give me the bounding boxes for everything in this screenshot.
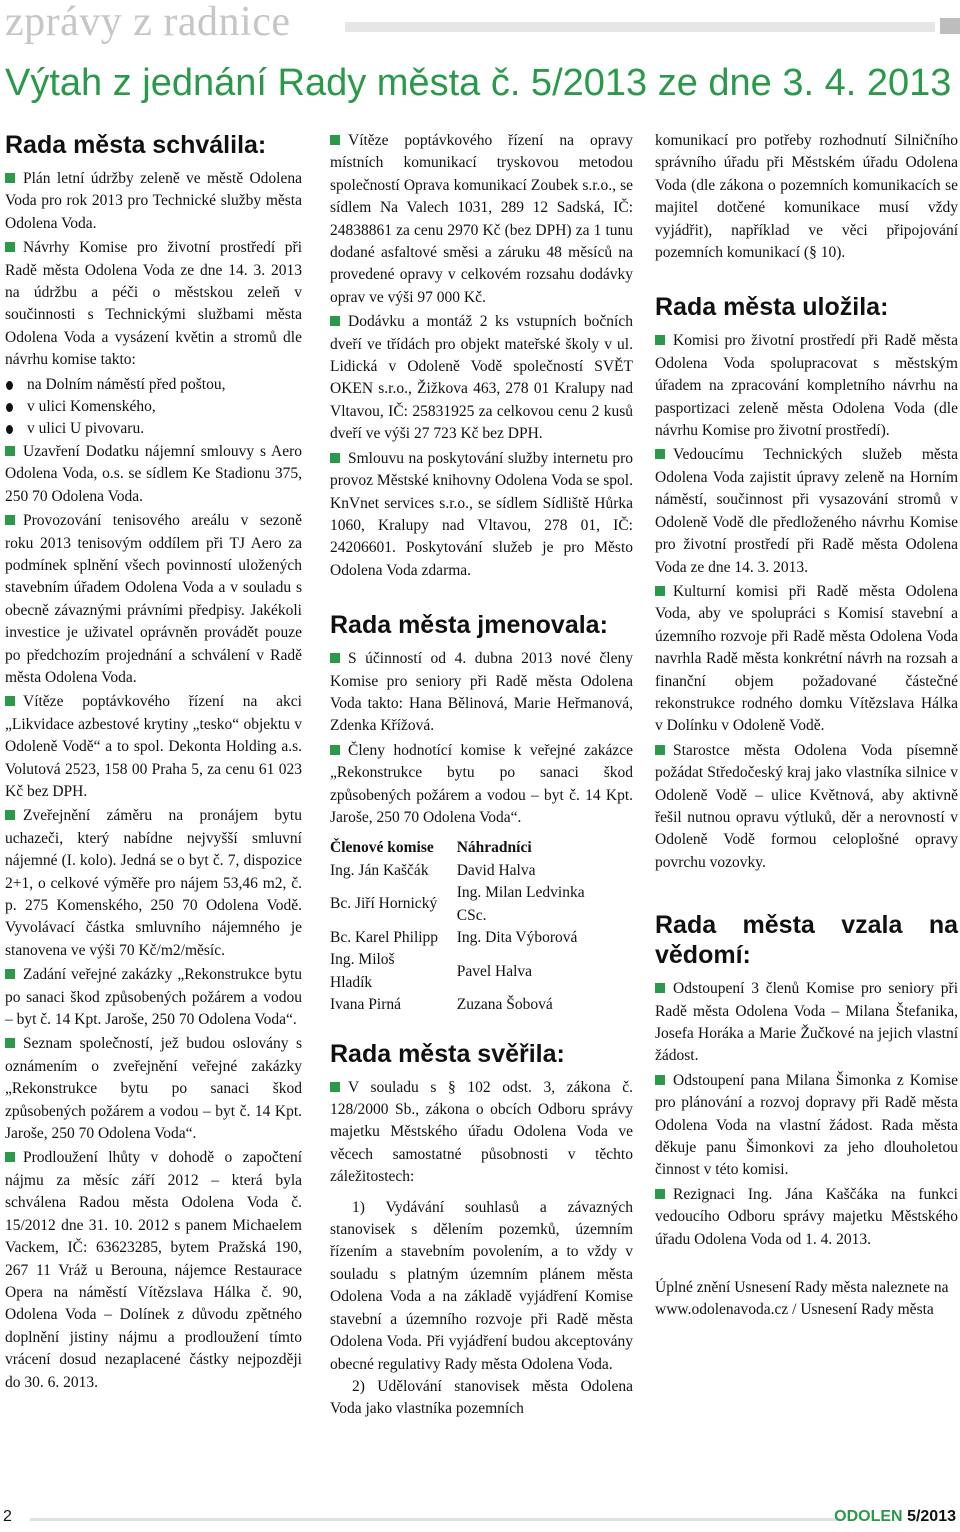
list-item: S účinností od 4. dubna 2013 nové členy Komise pro seniory při Radě města Odolena Voda takto: Hana Bělinová, Marie Heřmanová, Zdenka Křížová.	[330, 650, 633, 735]
list-item: Provozování tenisového areálu v sezoně roku 2013 tenisovým oddílem při TJ Aero za podmínek splnění všech povinností uložených stavebním úřadem Odolena Voda a v souladu s obecně závaznými právními předpisy. Jakékoli investice je uživatel oprávněn provádět pouze po předchozím projednání a schválení v Radě města Odolena Voda.	[5, 512, 302, 686]
heading-sverila: Rada města svěřila:	[330, 1039, 565, 1068]
bullet-square-icon	[655, 983, 665, 993]
header-block	[940, 18, 960, 34]
bullet-square-icon	[5, 242, 15, 252]
list-item: Smlouvu na poskytování služby internetu pro provoz Městské knihovny Odolena Voda se spol. KnVnet services s.r.o., se sídlem Sídliště Hůrka 1060, Kralupy nad Vltavou, 278 01, IČ: 24206601. Poskytování služeb je pro Město Odolena Voda zdarma.	[330, 449, 633, 579]
sub-list-item: v ulici U pivovaru.	[5, 418, 302, 440]
paragraph: 2) Udělování stanovisek města Odolena Voda jako vlastníka pozemních	[330, 1377, 633, 1418]
column-2	[330, 130, 633, 1421]
sub-list-item: v ulici Komenského,	[5, 396, 302, 418]
list-item: Vedoucímu Technických služeb města Odolena Voda zajistit úpravy zeleně na Horním náměstí, součinnost při vysazování stromů v Odoleně Vodě dle předloženého návrhu Komise pro životní prostředí při Radě města Odolena Voda ze dne 14. 3. 2013.	[655, 446, 958, 576]
page-footer	[0, 1500, 960, 1532]
page-number: 2	[3, 1508, 12, 1525]
bullet-square-icon	[330, 1082, 340, 1092]
sub-list-item: na Dolním náměstí před poštou,	[5, 374, 302, 396]
table-row: Bc. Karel Philipp Ing. Dita Výborová	[330, 929, 578, 946]
bullet-square-icon	[5, 446, 15, 456]
heading-schvalila: Rada města schválila:	[5, 131, 267, 159]
list-item: Plán letní údržby zeleně ve městě Odolena Voda pro rok 2013 pro Technické služby města Odolena Voda.	[5, 170, 302, 232]
committee-table	[330, 837, 633, 1016]
list-item: Zadání veřejné zakázky „Rekonstrukce bytu po sanaci škod způsobených požárem a vodou – byt č. 14 Kpt. Jaroše, 250 70 Odolena Voda“.	[5, 966, 302, 1029]
paragraph: komunikací pro potřeby rozhodnutí Silničního správního úřadu při Městském úřadu Odolena Voda (dle zákona o pozemních komunikacích se majitel dotčené komunikace musí vždy vyjádřit), například ve věci připojování pozemních komunikací (§ 10).	[655, 132, 958, 262]
heading-vzala-na-vedomi: Rada města vzala na vědomí:	[655, 911, 958, 970]
publication-name: ODOLEN 5/2013	[834, 1508, 956, 1525]
table-row: Ing. Miloš Hladík Pavel Halva	[330, 951, 533, 991]
bullet-square-icon	[330, 653, 340, 663]
column-1	[5, 130, 302, 1396]
list-item: Odstoupení pana Milana Šimonka z Komise pro plánování a rozvoj dopravy při Radě města Odolena Voda na vlastní žádost. Rada města děkuje panu Šimonkovi za jeho dlouholetou činnost v této komisi.	[655, 1071, 958, 1179]
bullet-square-icon	[5, 810, 15, 820]
final-note: Úplné znění Usnesení Rady města naleznete na www.odolenavoda.cz / Usnesení Rady města	[655, 1279, 949, 1319]
table-row: Ivana Pirná Zuzana Šobová	[330, 996, 553, 1014]
heading-jmenovala: Rada města jmenovala:	[330, 611, 608, 640]
bullet-square-icon	[655, 1189, 665, 1199]
bullet-dot-icon	[6, 403, 13, 412]
bullet-square-icon	[5, 1152, 15, 1162]
header-rule	[345, 22, 935, 32]
list-item: Členy hodnotící komise k veřejné zakázce „Rekonstrukce bytu po sanaci škod způsobených požárem a vodou – byt č. 14 Kpt. Jaroše, 250 70 Odolena Voda“.	[330, 741, 633, 826]
paragraph: 1) Vydávání souhlasů a závazných stanovisek s dělením pozemků, územním řízením a stavebním povolením, a to vždy v souladu s platným územním plánem města Odolena Voda a na základě vyjádření Komise stavební a územního rozvoje při Radě města Odolena Voda. Při vyjádření budou akceptovány obecné regulativy Rady města Odolena Voda.	[330, 1198, 633, 1373]
section-title: zprávy z radnice	[5, 0, 291, 45]
list-item: Návrhy Komise pro životní prostředí při Radě města Odolena Voda ze dne 14. 3. 2013 na údržbu a péči o městskou zeleň v součinnosti s Technickými službami města Odolena Voda a vysázení květin a stromů dle návrhu komise takto:	[5, 239, 302, 369]
list-item: Vítěze poptávkového řízení na opravy místních komunikací tryskovou metodou společností Oprava komunikací Zoubek s.r.o., se sídlem Na Valech 1031, 289 12 Sadská, IČ: 24838861 za cenu 2970 Kč (bez DPH) za 1 tunu dodané asfaltové směsi a záruku 48 měsíců na provedené opravy v celkovém rozsahu dodávky oprav ve výši 97 000 Kč.	[330, 132, 633, 306]
list-item: Prodloužení lhůty v dohodě o započtení nájmu za měsíc září 2012 – která byla schválena Radou města Odolena Voda č. 15/2012 dne 31. 10. 2012 s panem Michaelem Vackem, IČ: 63623285, bytem Pražská 190, 267 11 Vráž u Berouna, nájemce Restaurace Opera na náměstí Vítězslava Hálka č. 90, Odolena Voda – Dolínek z důvodu zpětného doplnění jistiny nájmu a prodloužení tímto vrácení dosud nezaplacené částky nejpozději do 30. 6. 2013.	[5, 1149, 302, 1391]
column-3	[655, 130, 958, 1322]
bullet-square-icon	[655, 745, 665, 755]
list-item: Kulturní komisi při Radě města Odolena Voda, aby ve spolupráci s Komisí stavební a územního rozvoje při Radě města Odolena Voda navrhla Radě města konkrétní návrh na rozsah a finanční objem požadované částečné rekonstrukce rodného domku Vítězslava Hálka v Dolínku v Odoleně Vodě.	[655, 582, 958, 735]
bullet-square-icon	[5, 1038, 15, 1048]
heading-ulozila: Rada města uložila:	[655, 293, 889, 322]
bullet-square-icon	[5, 173, 15, 183]
table-row: Bc. Jiří Hornický Ing. Milan Ledvinka CSc.	[330, 884, 585, 924]
bullet-square-icon	[330, 135, 340, 145]
table-row: Ing. Ján Kaščák David Halva	[330, 861, 536, 879]
bullet-square-icon	[330, 316, 340, 326]
bullet-square-icon	[5, 515, 15, 525]
list-item: Zveřejnění záměru na pronájem bytu uchazeči, který nabídne nejvyšší smluvní nájemné (I. kolo). Jedná se o byt č. 7, dispozice 2+1, o celkové výměře pro nájem 53,46 m2, č. p. 275 Komenského, 250 70 Odolena Vodě. Vyvolávací částka smluvního nájemného je stanovena ve výši 70 Kč/m2/měsíc.	[5, 807, 302, 959]
list-item: Seznam společností, jež budou oslovány s oznámením o zveřejnění veřejné zakázky „Rekonstrukce bytu po sanaci škod způsobených požárem a vodou – byt č. 14 Kpt. Jaroše, 250 70 Odolena Voda“.	[5, 1035, 302, 1143]
list-item: Dodávku a montáž 2 ks vstupních bočních dveří ve třídách pro objekt mateřské školy v ul. Lidická v Odoleně Vodě společností SVĚT OKEN s.r.o., Žižkova 463, 278 01 Kralupy nad Vltavou, IČ: 25831925 za celkovou cenu 2 kusů dveří ve výši 27 723 Kč bez DPH.	[330, 313, 633, 443]
table-header: Náhradníci	[456, 839, 532, 857]
bullet-square-icon	[655, 1075, 665, 1085]
bullet-square-icon	[5, 696, 15, 706]
list-item: V souladu s § 102 odst. 3, zákona č. 128/2000 Sb., zákona o obcích Odboru správy majetku Městského úřadu Odolena Voda ve věcech samostatné působnosti v těchto záležitostech:	[330, 1078, 633, 1186]
bullet-square-icon	[5, 969, 15, 979]
bullet-square-icon	[330, 745, 340, 755]
footer-rule	[30, 1518, 840, 1521]
section-header	[0, 0, 960, 48]
table-header-row	[330, 837, 633, 859]
table-header: Členové komise	[330, 839, 434, 857]
bullet-square-icon	[330, 453, 340, 463]
list-item: Starostce města Odolena Voda písemně požádat Středočeský kraj jako vlastníka silnice v Odoleně Vodě – ulice Květnová, aby aktivně řešil nutnou opravu výtluků, děr a nerovností v Odoleně Vodě formou celoplošné opravy povrchu vozovky.	[655, 741, 958, 871]
bullet-square-icon	[655, 586, 665, 596]
list-item: Uzavření Dodatku nájemní smlouvy s Aero Odolena Voda, o.s. se sídlem Ke Stadionu 375, 250 70 Odolena Voda.	[5, 442, 302, 505]
list-item: Odstoupení 3 členů Komise pro seniory při Radě města Odolena Voda – Milana Štefanika, Josefa Horáka a Marie Žučkové na jejich vlastní žádost.	[655, 980, 958, 1065]
list-item: Vítěze poptávkového řízení na akci „Likvidace azbestové krytiny „tesko“ objektu v Odoleně Vodě“ a to spol. Dekonta Holding a.s. Volutová 2523, 158 00 Praha 5, za cenu 61 023 Kč bez DPH.	[5, 693, 302, 800]
bullet-square-icon	[655, 335, 665, 345]
list-item: Rezignaci Ing. Jána Kaščáka na funkci vedoucího Odboru správy majetku Městského úřadu Odolena Voda od 1. 4. 2013.	[655, 1185, 958, 1248]
bullet-dot-icon	[6, 425, 13, 434]
page-title: Výtah z jednání Rady města č. 5/2013 ze dne 3. 4. 2013	[5, 62, 952, 104]
bullet-square-icon	[655, 449, 665, 459]
bullet-dot-icon	[6, 381, 13, 390]
list-item: Komisi pro životní prostředí při Radě města Odolena Voda spolupracovat s městským úřadem na zpracování kompletního návrhu na pasportizaci zeleně města Odolena Voda (dle návrhu Komise pro životní prostředí).	[655, 332, 958, 440]
